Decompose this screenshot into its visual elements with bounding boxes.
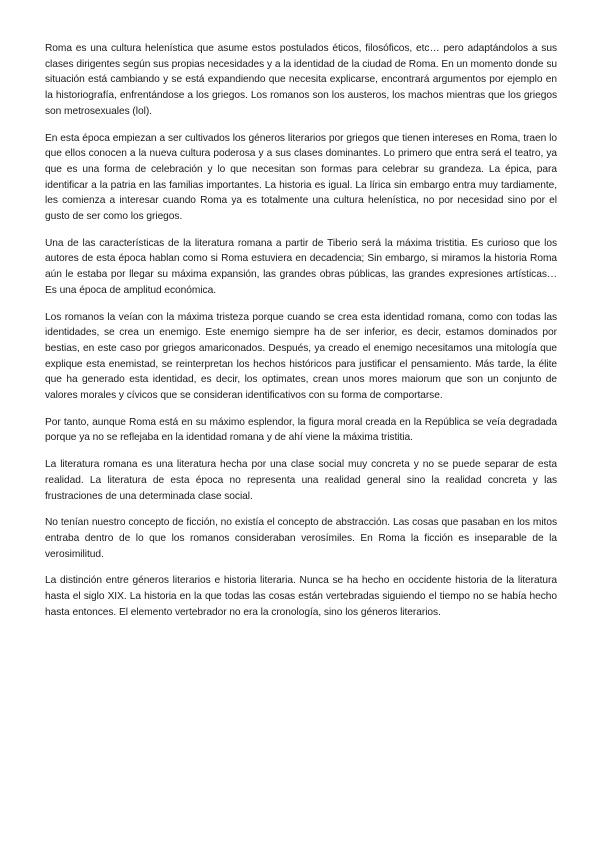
document-page: [45, 41, 557, 632]
paragraph-tristitia: Una de las características de la literatura romana a partir de Tiberio será la máxima tristitia. Es curioso que los autores de esta época hablan como si Roma estuviera en decadencia; Sin embargo, si miramos la historia Roma aún le estaba por llegar su máxima expansión, las grandes obras públicas, las grandes expresiones artísticas… Es una época de amplitud económica.: [45, 237, 557, 296]
paragraph-roman-identity: Los romanos la veían con la máxima tristeza porque cuando se crea esta identidad romana, como con todas las identidades, se crea un enemigo. Este enemigo siempre ha de ser inferior, es decir, estamos dominados por bestias, en este caso por griegos amariconados. Después, ya creado el enemigo necesitamos una mitología que explique esta enemistad, se reinterpretan los hechos históricos para justificar el pensamiento. Más tarde, la élite que ha generado esta identidad, es decir, los optimates, crean unos mores maiorum que son un conjunto de valores morales y cívicos que se consideran identificativos con su forma de comportarse.: [45, 311, 557, 402]
paragraph-literary-genres: En esta época empiezan a ser cultivados los géneros literarios por griegos que tienen intereses en Roma, traen lo que ellos conocen a la nueva cultura poderosa y a sus clases dominantes. Lo primero que entra será el teatro, ya que es una forma de celebración y lo que necesitan son formas para celebrar su grandeza. La épica, para identificar a la patria en las familias importantes. La historia es igual. La lírica sin embargo entra muy tardiamente, les comienza a interesar cuando Roma ya es totalmente una cultura helenística, no por necesidad sino por el gusto de ser como los griegos.: [45, 132, 557, 223]
paragraph-fiction: No tenían nuestro concepto de ficción, no existía el concepto de abstracción. Las cosas que pasaban en los mitos entraba dentro de lo que los romanos consideraban verosímiles. En Roma la ficción es inseparable de la verosimilitud.: [45, 517, 557, 560]
paragraph-social-class: La literatura romana es una literatura hecha por una clase social muy concreta y no se puede separar de esta realidad. La literatura de esta época no representa una realidad general sino la realidad concreta y las frustraciones de una determinada clase social.: [45, 459, 557, 502]
paragraph-literary-history: La distinción entre géneros literarios e historia literaria. Nunca se ha hecho en occidente historia de la literatura hasta el siglo XIX. La historia en la que todas las cosas están vertebradas siguiendo el tiempo no se había hecho hasta entonces. El elemento vertebrador no era la cronología, sino los géneros literarios.: [45, 575, 557, 618]
paragraph-helenistic-culture: Roma es una cultura helenística que asume estos postulados éticos, filosóficos, etc… pero adaptándolos a sus clases dirigentes según sus propias necesidades y a la identidad de la ciudad de Roma. En un momento donde su situación está cambiando y se está expandiendo que necesita explicarse, encontrará argumentos por ejemplo en la historiografía, enfrentándose a los griegos. Los romanos son los austeros, los machos mientras que los griegos son metrosexuales (lol).: [45, 43, 557, 117]
paragraph-splendor: Por tanto, aunque Roma está en su máximo esplendor, la figura moral creada en la República se veía degradada porque ya no se reflejaba en la identidad romana y de ahí viene la máxima tristitia.: [45, 416, 557, 444]
